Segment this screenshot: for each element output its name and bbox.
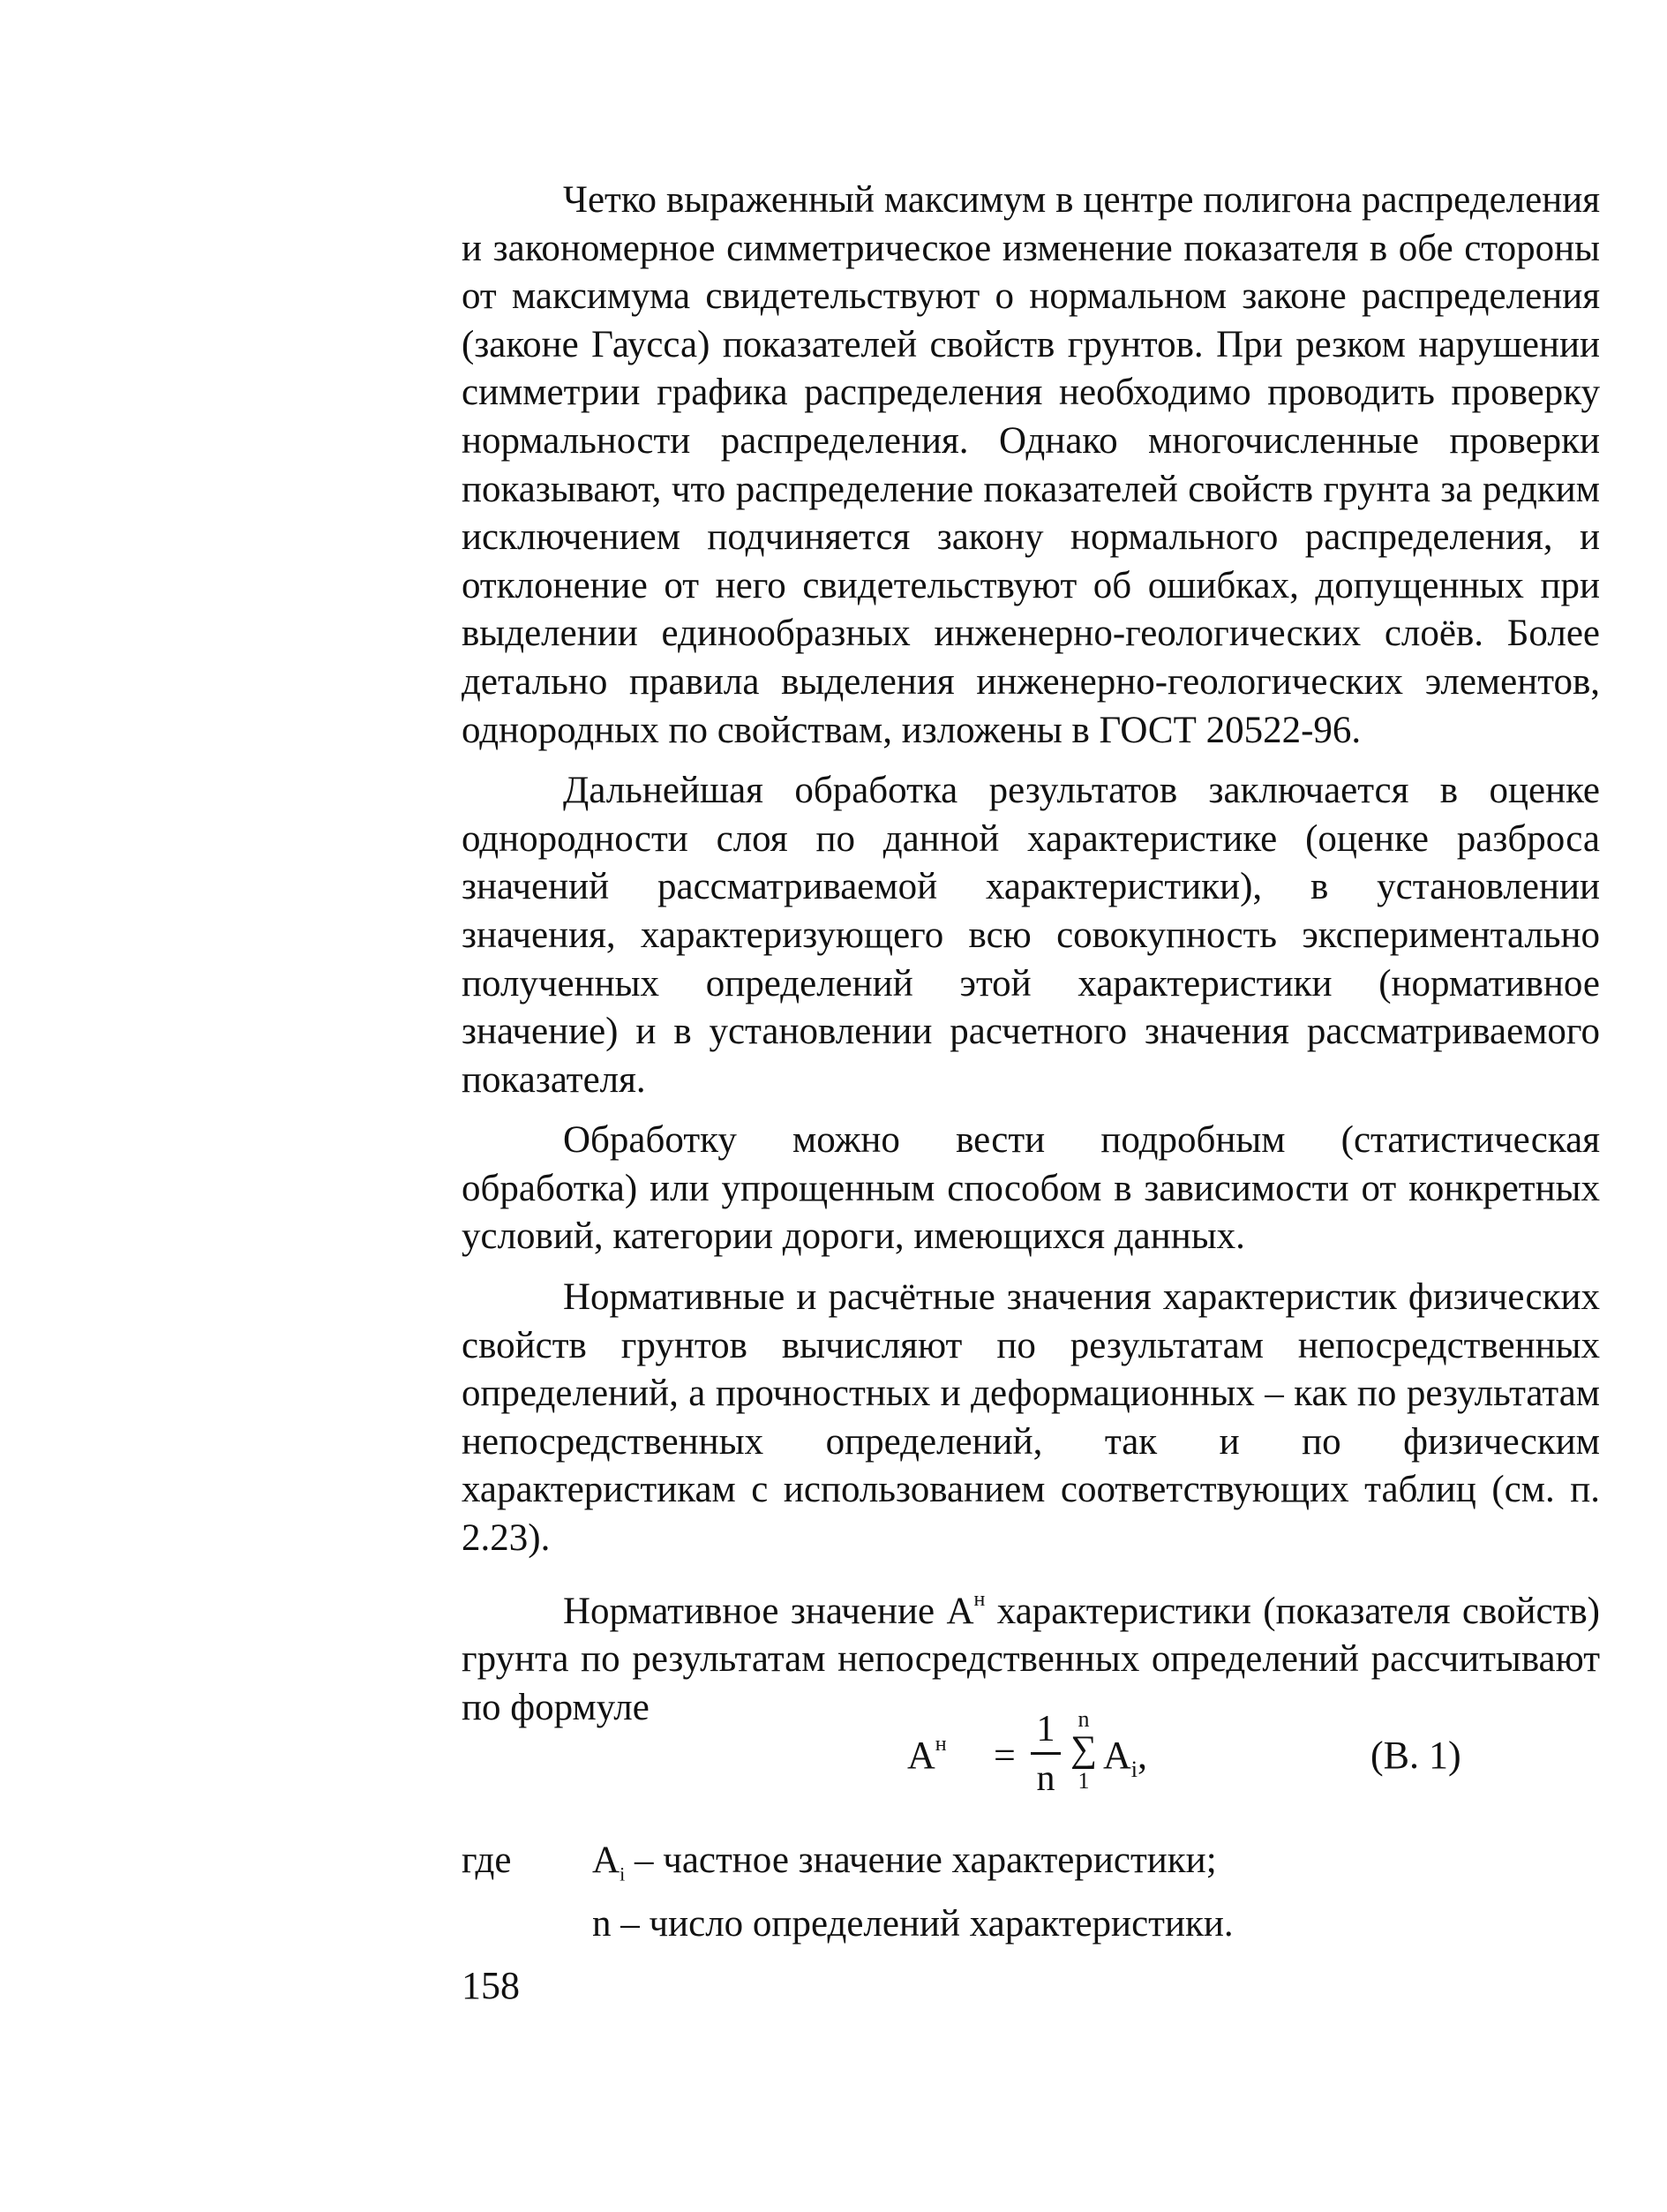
definition-symbol: A [592, 1840, 620, 1881]
formula-term-subscript: i [1130, 1756, 1138, 1782]
formula-fraction [1031, 1708, 1061, 1801]
paragraph-4: Нормативные и расчётные значения характеристик физических свойств грунтов вычисляют по результатам непосредственных определений, а прочностных и деформационных – как по результатам непосредственных определений, так и по физическим характеристикам с использованием соответствующих таблиц (см. п. 2.23). [462, 1276, 1600, 1560]
sum-lower-limit: 1 [1078, 1768, 1090, 1794]
paragraph-2: Дальнейшая обработка результатов заключается в оценке однородности слоя по данной характеристике (оценке разброса значений рассматриваемой характеристики), в установлении значения, характеризующего всю совокупность экспериментально полученных определений этой характеристики (нормативное значение) и в установлении расчетного значения рассматриваемого показателя. [462, 770, 1600, 1101]
paragraph-5-end: характеристики (показателя свойств) грунта по результатам непосредственных определений рассчитывают по формуле [462, 1590, 1600, 1728]
definition-text: – число определений характеристики. [611, 1902, 1234, 1945]
formula-lhs-symbol: A [907, 1734, 935, 1777]
definition-n [592, 1900, 1563, 1949]
summation [1068, 1708, 1100, 1794]
fraction-numerator: 1 [1036, 1709, 1055, 1749]
formula-term-symbol: A [1103, 1734, 1131, 1777]
formula-lhs [907, 1733, 947, 1778]
formula-row [462, 1708, 1476, 1805]
definition-subscript: i [619, 1862, 626, 1885]
paragraph-3: Обработку можно вести подробным (статистическая обработка) или упрощенным способом в зависимости от конкретных условий, категории дороги, имеющихся данных. [462, 1119, 1600, 1258]
formula-term [1103, 1733, 1147, 1783]
sum-symbol: ∑ [1070, 1729, 1097, 1770]
page-number: 158 [462, 1964, 520, 2007]
formula-trailing: , [1138, 1734, 1148, 1777]
superscript-n: н [973, 1587, 986, 1611]
fraction-bar [1031, 1752, 1061, 1755]
formula-equals: = [994, 1734, 1016, 1777]
definition-symbol: n [592, 1902, 612, 1945]
definition-text: – частное значение характеристики; [625, 1840, 1217, 1881]
body-text [462, 177, 1600, 1744]
equation-number: (В. 1) [1370, 1734, 1461, 1777]
sum-upper-limit: n [1078, 1706, 1090, 1732]
fraction-denominator: n [1036, 1758, 1055, 1799]
formula-lhs-superscript: н [935, 1733, 947, 1756]
definition-ai [592, 1836, 1563, 1900]
where-word: где [462, 1840, 512, 1881]
paragraph-1: Четко выраженный максимум в центре полигона распределения и закономерное симметрическое изменение показателя в обе стороны от максимума свидетельствуют о нормальном законе распределения (законе Гаусса) показателей свойств грунтов. При резком нарушении симметрии графика распределения необходимо проводить проверку нормальности распределения. Однако многочисленные проверки показывают, что распределение показателей свойств грунта за редким исключением подчиняется закону нормального распределения, и отклонение от него свидетельствуют об ошибках, допущенных при выделении единообразных инженерно-геологических слоёв. Более детально правила выделения инженерно-геологических элементов, однородных по свойствам, изложены в ГОСТ 20522-96. [462, 179, 1600, 751]
where-definitions [592, 1836, 1563, 1949]
paragraph-5-start: Нормативное значение A [563, 1590, 974, 1632]
